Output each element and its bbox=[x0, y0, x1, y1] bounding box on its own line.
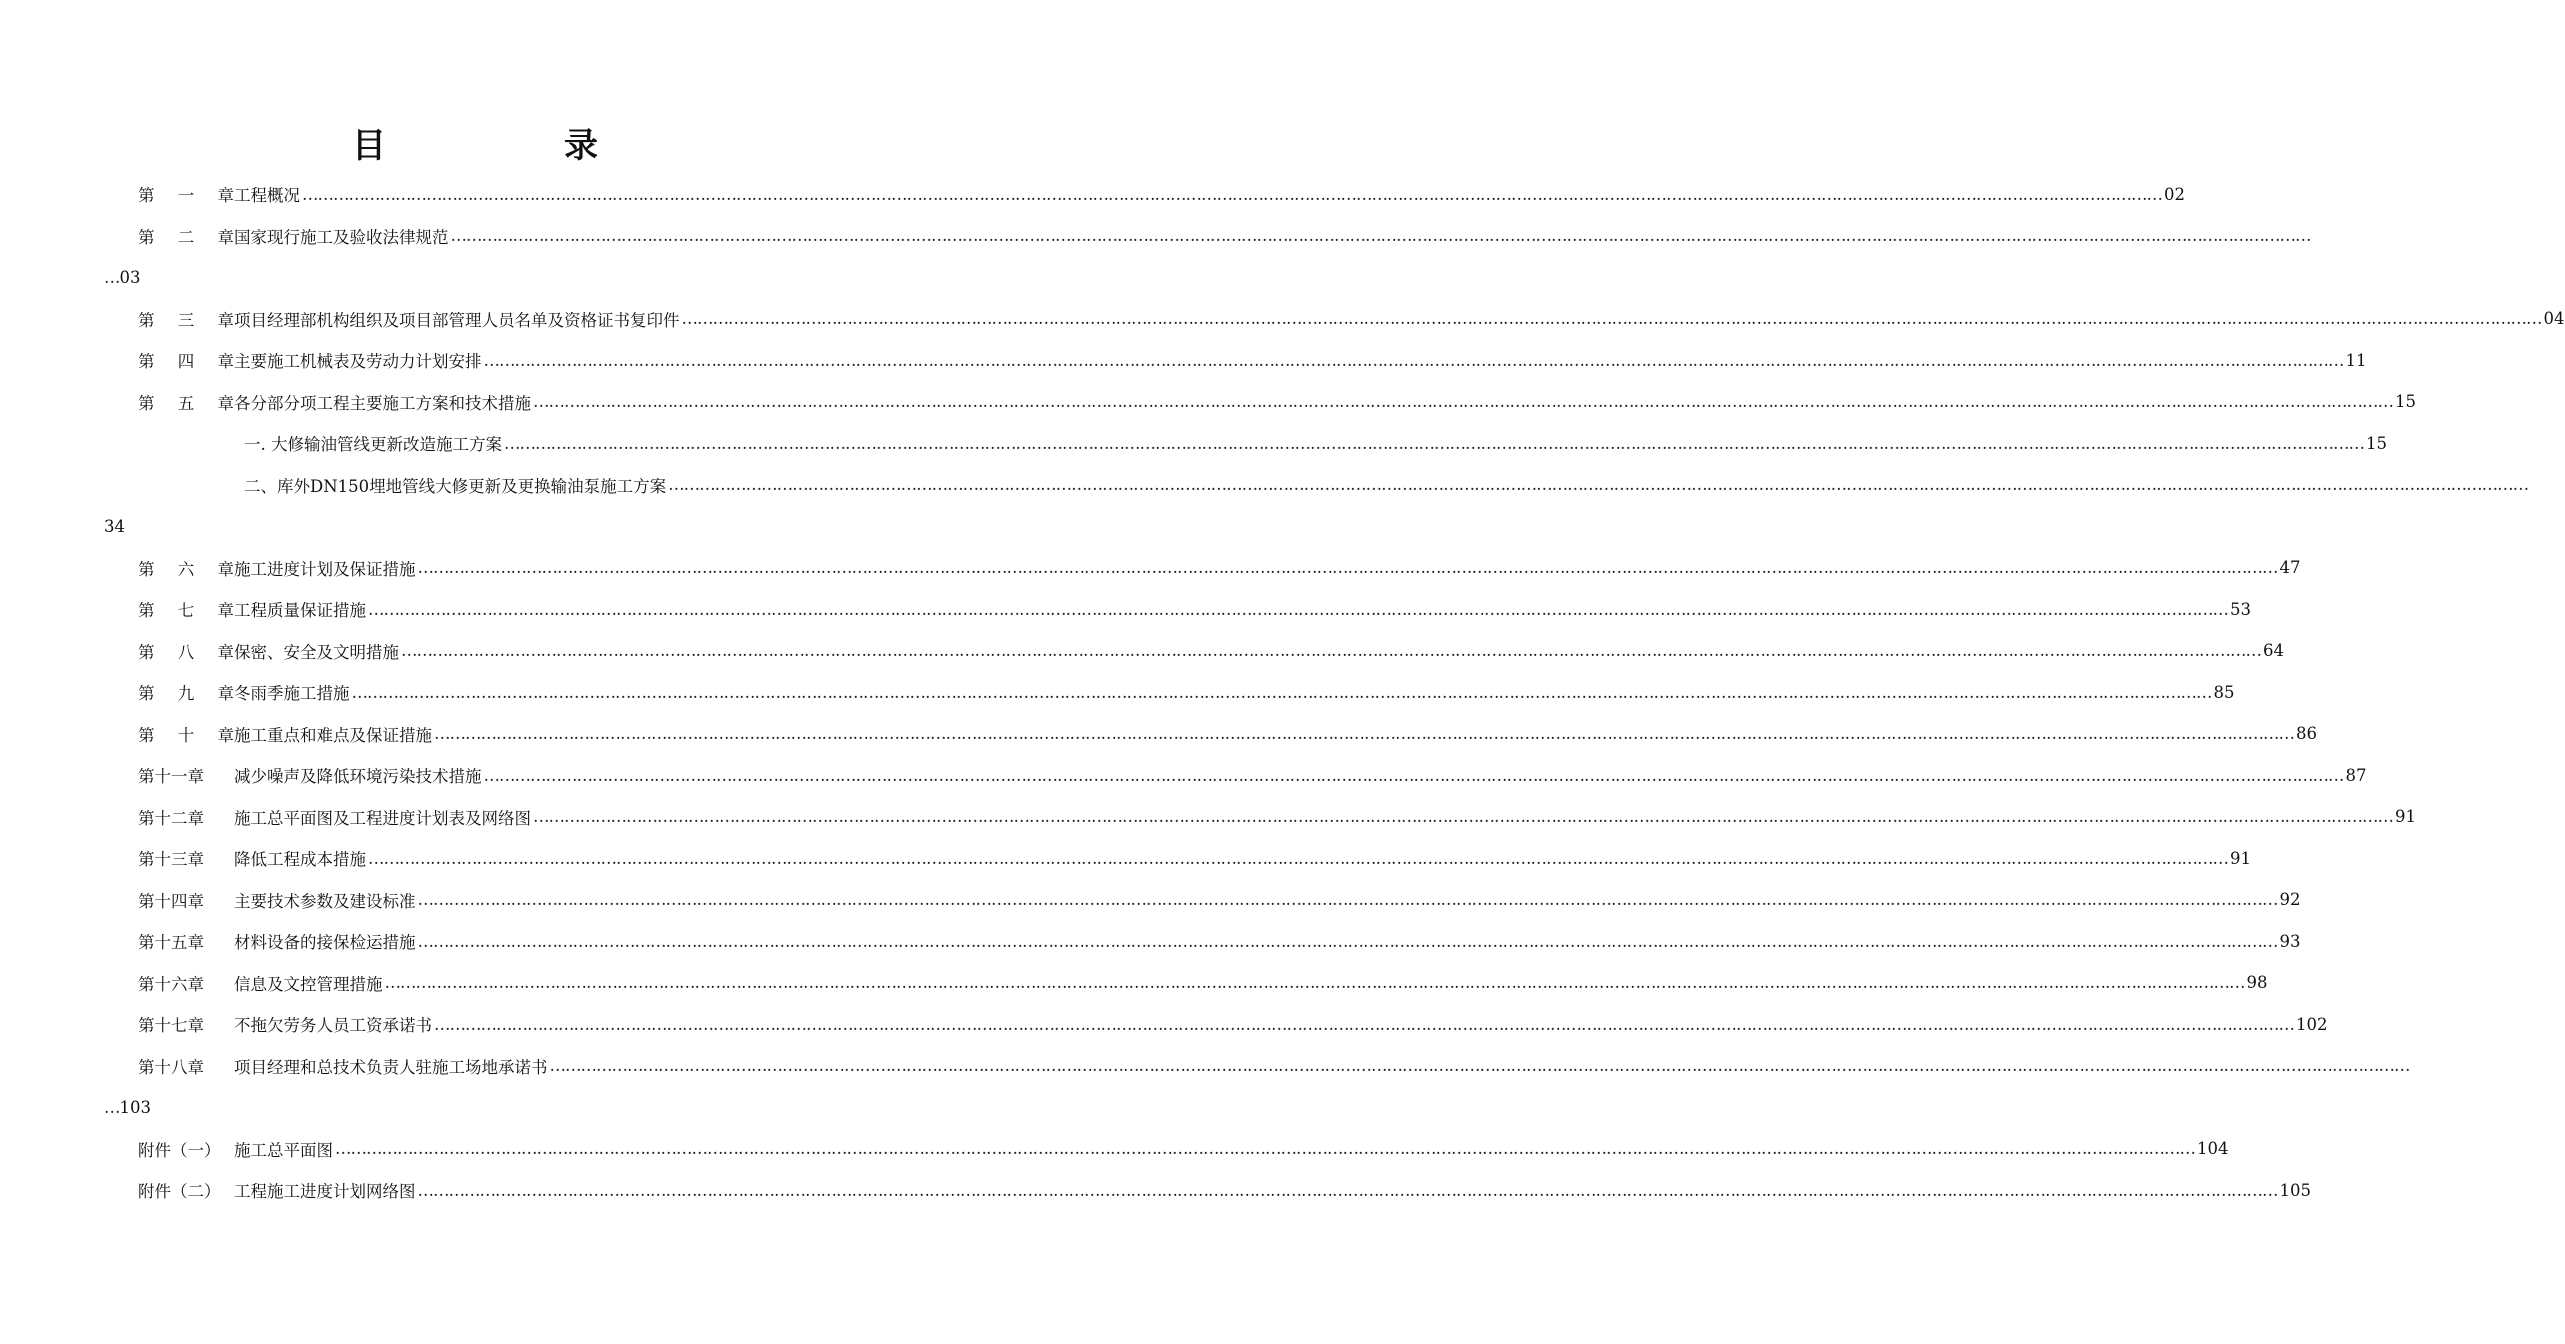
toc-entry-title: 主要技术参数及建设标准 bbox=[234, 891, 416, 911]
toc-leader-dots: ……………………………………………………………………………………………………………………………………………………………………………………………………………………………………………………………………………………………………………………………… bbox=[417, 1180, 2278, 1200]
toc-page-number: 15 bbox=[2395, 392, 2416, 411]
toc-leader-dots: ……………………………………………………………………………………………………………………………………………………………………………………………………………………………………………………………………………………………………………………………… bbox=[681, 309, 2542, 328]
toc-entry[interactable] bbox=[138, 1177, 2311, 1203]
toc-entry[interactable] bbox=[138, 347, 2367, 373]
toc-entry-title: 各分部分项工程主要施工方案和技术措施 bbox=[234, 393, 531, 413]
toc-leader-dots: … bbox=[104, 1097, 120, 1117]
toc-entry-title: 施工总平面图及工程进度计划表及网络图 bbox=[234, 808, 531, 828]
toc-entry-title: 一. 大修输油管线更新改造施工方案 bbox=[244, 435, 502, 454]
toc-leader-dots: ……………………………………………………………………………………………………………………………………………………………………………………………………………………………………………………………………………………………………………………………… bbox=[434, 1014, 2294, 1034]
toc-page-number: 86 bbox=[2296, 724, 2317, 743]
toc-chapter-number: 第十二章 bbox=[138, 808, 204, 828]
toc-chapter-number: 第 一 章 bbox=[138, 186, 243, 205]
toc-page-number: 02 bbox=[2164, 184, 2185, 204]
toc-entry-title: 施工重点和难点及保证措施 bbox=[234, 725, 432, 745]
toc-leader-dots: ……………………………………………………………………………………………………………………………………………………………………………………………………………………………………………………………………………………………………………………………… bbox=[368, 848, 2228, 868]
toc-leader-dots: ……………………………………………………………………………………………………………………………………………………………………………………………………………………………………………………………………………………………………………………………… bbox=[504, 433, 2364, 453]
toc-chapter-number: 第 七 章 bbox=[138, 601, 243, 620]
toc-page-number: 03 bbox=[119, 267, 141, 287]
toc-leader-dots: ……………………………………………………………………………………………………………………………………………………………………………………………………………………………………………………………………………………………………………………………… bbox=[549, 1056, 2410, 1075]
toc-entry-title: 不拖欠劳务人员工资承诺书 bbox=[234, 1016, 432, 1035]
toc-page-number: 91 bbox=[2395, 807, 2416, 826]
toc-entry-title: 保密、安全及文明措施 bbox=[234, 642, 399, 662]
toc-chapter-number: 第 二 章 bbox=[138, 227, 243, 247]
toc-entry[interactable] bbox=[138, 721, 2317, 747]
toc-entry-title: 信息及文控管理措施 bbox=[234, 974, 383, 994]
toc-chapter-number: 第 八 章 bbox=[138, 642, 243, 662]
toc-page-number: 15 bbox=[2366, 433, 2387, 453]
toc-page-number: 93 bbox=[2279, 931, 2301, 951]
toc-leader-dots: ……………………………………………………………………………………………………………………………………………………………………………………………………………………………………………………………………………………………………………………………… bbox=[434, 724, 2294, 743]
toc-chapter-number: 第 九 章 bbox=[138, 684, 243, 703]
toc-chapter-number: 附件（一） bbox=[138, 1140, 221, 1160]
toc-entry[interactable] bbox=[138, 555, 2301, 581]
toc-entry[interactable] bbox=[138, 970, 2268, 996]
toc-entry[interactable] bbox=[138, 679, 2235, 705]
toc-entry-title: 项目经理和总技术负责人驻施工场地承诺书 bbox=[234, 1057, 548, 1077]
toc-page-number: 11 bbox=[2345, 350, 2367, 370]
toc-chapter-number: 第 六 章 bbox=[138, 559, 243, 579]
toc-chapter-number: 第 五 章 bbox=[138, 393, 243, 413]
toc-chapter-number: 第十六章 bbox=[138, 974, 204, 994]
toc-entry-title: 国家现行施工及验收法律规范 bbox=[234, 227, 449, 247]
toc-page-number: 64 bbox=[2263, 641, 2284, 660]
toc-entry-title: 工程质量保证措施 bbox=[234, 601, 366, 620]
toc-page-number: 87 bbox=[2345, 765, 2367, 785]
toc-entry-title: 二、库外DN150埋地管线大修更新及更换输油泵施工方案 bbox=[244, 476, 667, 496]
toc-chapter-number: 第十一章 bbox=[138, 767, 204, 786]
toc-chapter-number: 第 三 章 bbox=[138, 310, 243, 330]
toc-page-number: 104 bbox=[2197, 1139, 2229, 1158]
toc-entry[interactable] bbox=[138, 1011, 2328, 1037]
toc-leader-dots: ……………………………………………………………………………………………………………………………………………………………………………………………………………………………………………………………………………………………………………………………… bbox=[368, 599, 2228, 619]
toc-chapter-number: 第十五章 bbox=[138, 933, 204, 952]
toc-leader-dots: ……………………………………………………………………………………………………………………………………………………………………………………………………………………………………………………………………………………………………………………………… bbox=[351, 682, 2212, 702]
toc-entry[interactable] bbox=[138, 804, 2416, 830]
toc-entry-title: 项目经理部机构组织及项目部管理人员名单及资格证书复印件 bbox=[234, 310, 680, 330]
toc-entry-title: 主要施工机械表及劳动力计划安排 bbox=[234, 352, 482, 371]
toc-entry-title: 工程概况 bbox=[234, 186, 300, 205]
toc-entry-title: 材料设备的接保检运措施 bbox=[234, 933, 416, 952]
toc-entry-title: 冬雨季施工措施 bbox=[234, 684, 350, 703]
toc-entry-title: 减少噪声及降低环境污染技术措施 bbox=[234, 767, 482, 786]
toc-entry[interactable] bbox=[244, 472, 2529, 498]
toc-page-number: 34 bbox=[104, 516, 125, 536]
toc-chapter-number: 第十四章 bbox=[138, 891, 204, 911]
toc-page-continuation bbox=[104, 1094, 151, 1120]
toc-page-continuation bbox=[104, 513, 125, 539]
toc-entry[interactable] bbox=[138, 762, 2367, 788]
toc-entry[interactable] bbox=[138, 389, 2416, 415]
toc-entry[interactable] bbox=[138, 887, 2301, 913]
toc-entry[interactable] bbox=[138, 1136, 2229, 1162]
toc-entry-title: 降低工程成本措施 bbox=[234, 850, 366, 869]
toc-page-number: 47 bbox=[2279, 558, 2301, 577]
toc-page-number: 53 bbox=[2230, 599, 2251, 619]
toc-leader-dots: ……………………………………………………………………………………………………………………………………………………………………………………………………………………………………………………………………………………………………………………………… bbox=[384, 973, 2245, 992]
toc-entry-title: 工程施工进度计划网络图 bbox=[234, 1182, 416, 1201]
toc-chapter-number: 第 十 章 bbox=[138, 725, 243, 745]
toc-entry[interactable] bbox=[138, 928, 2301, 954]
toc-entry[interactable] bbox=[138, 638, 2284, 664]
toc-leader-dots: ……………………………………………………………………………………………………………………………………………………………………………………………………………………………………………………………………………………………………………………………… bbox=[483, 765, 2344, 785]
toc-leader-dots: ……………………………………………………………………………………………………………………………………………………………………………………………………………………………………………………………………………………………………………………………… bbox=[417, 558, 2278, 577]
toc-chapter-number: 第 四 章 bbox=[138, 352, 243, 371]
toc-entry[interactable] bbox=[138, 596, 2251, 622]
toc-chapter-number: 附件（二） bbox=[138, 1182, 221, 1201]
toc-page-number: 04 bbox=[2543, 309, 2565, 328]
toc-page-continuation bbox=[104, 264, 141, 290]
toc-leader-dots: ……………………………………………………………………………………………………………………………………………………………………………………………………………………………………………………………………………………………………………………………… bbox=[417, 890, 2278, 909]
toc-entry-title: 施工总平面图 bbox=[234, 1140, 333, 1160]
toc-entry[interactable] bbox=[138, 1053, 2410, 1079]
toc-chapter-number: 第十三章 bbox=[138, 850, 204, 869]
toc-leader-dots: ……………………………………………………………………………………………………………………………………………………………………………………………………………………………………………………………………………………………………………………………… bbox=[335, 1139, 2195, 1158]
toc-leader-dots: ……………………………………………………………………………………………………………………………………………………………………………………………………………………………………………………………………………………………………………………………… bbox=[483, 350, 2344, 370]
toc-leader-dots: ……………………………………………………………………………………………………………………………………………………………………………………………………………………………………………………………………………………………………………………………… bbox=[401, 641, 2261, 660]
toc-leader-dots: ……………………………………………………………………………………………………………………………………………………………………………………………………………………………………………………………………………………………………………………………… bbox=[302, 184, 2162, 204]
toc-leader-dots: ……………………………………………………………………………………………………………………………………………………………………………………………………………………………………………………………………………………………………………………………… bbox=[533, 807, 2393, 826]
toc-page-number: 92 bbox=[2279, 890, 2301, 909]
toc-leader-dots: … bbox=[104, 267, 120, 287]
toc-chapter-number: 第十七章 bbox=[138, 1016, 204, 1035]
toc-leader-dots: ……………………………………………………………………………………………………………………………………………………………………………………………………………………………………………………………………………………………………………………………… bbox=[533, 392, 2393, 411]
toc-page-number: 85 bbox=[2213, 682, 2235, 702]
toc-leader-dots: ……………………………………………………………………………………………………………………………………………………………………………………………………………………………………………………………………………………………………………………………… bbox=[450, 226, 2311, 245]
toc-leader-dots: ……………………………………………………………………………………………………………………………………………………………………………………………………………………………………………………………………………………………………………………………… bbox=[417, 931, 2278, 951]
toc-page-number: 105 bbox=[2279, 1180, 2311, 1200]
toc-chapter-number: 第十八章 bbox=[138, 1057, 204, 1077]
toc-entry-title: 施工进度计划及保证措施 bbox=[234, 559, 416, 579]
toc-entry[interactable] bbox=[138, 845, 2251, 871]
toc-entry[interactable] bbox=[244, 430, 2387, 456]
toc-leader-dots: ……………………………………………………………………………………………………………………………………………………………………………………………………………………………………………………………………………………………………………………………… bbox=[668, 475, 2529, 494]
page-title: 目 录 bbox=[352, 126, 670, 166]
toc-entry[interactable] bbox=[138, 223, 2311, 249]
toc-page-number: 102 bbox=[2296, 1014, 2328, 1034]
toc-page-number: 98 bbox=[2246, 973, 2268, 992]
toc-page-number: 103 bbox=[119, 1097, 151, 1117]
toc-entry[interactable] bbox=[138, 306, 2565, 332]
toc-page-number: 91 bbox=[2230, 848, 2251, 868]
toc-entry[interactable] bbox=[138, 181, 2185, 207]
